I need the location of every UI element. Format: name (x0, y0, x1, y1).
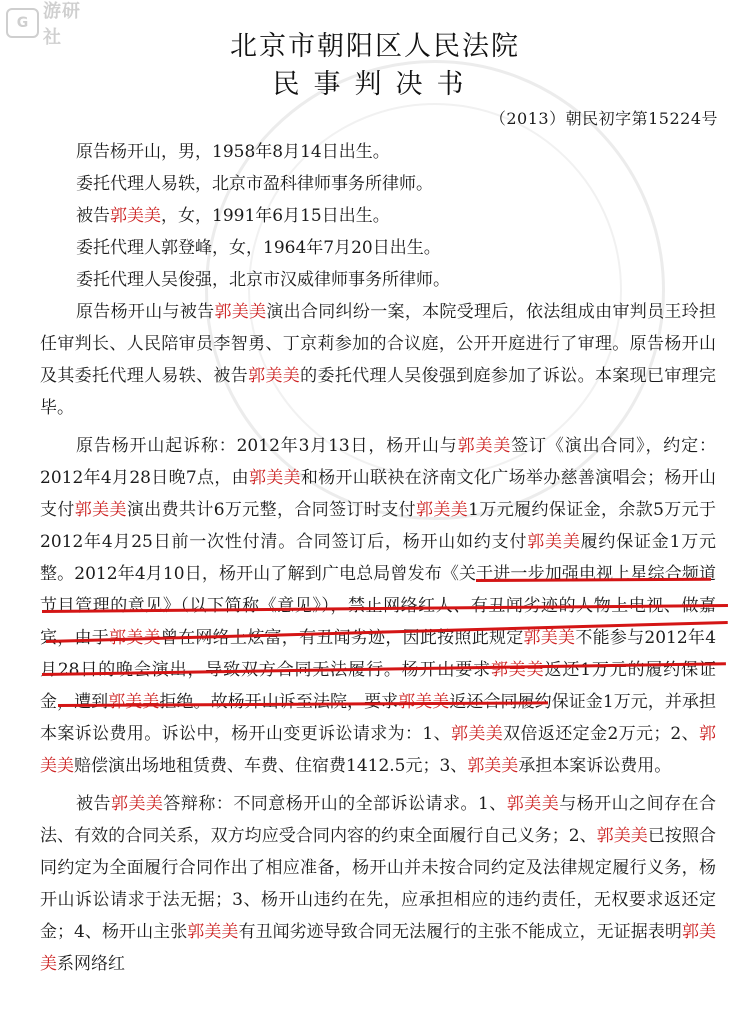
paragraph-text: 系网络红 (57, 954, 125, 974)
paragraph-text: 答辩称：不同意杨开山的全部诉讼请求。1、 (163, 794, 507, 814)
site-watermark-text: 游研社 (42, 1, 81, 48)
paragraph-text: 有丑闻劣迹导致合同无法履行的主张不能成立，无证据表明 (238, 922, 682, 942)
highlighted-name: 郭美美 (248, 366, 301, 386)
document-type: 民事判决书 (272, 69, 478, 100)
highlighted-name: 郭美美 (451, 724, 504, 744)
highlighted-name: 郭美美 (398, 692, 450, 712)
paragraph-text: 拒绝。故杨开山诉至法院，要求 (159, 692, 399, 712)
paragraph-text: 返还1万元的履约保证金，遭到 (40, 660, 716, 712)
paragraph-text: 被告 (76, 794, 111, 814)
highlighted-name: 郭美美 (527, 532, 581, 552)
paragraph-text: 曾在网络上炫富，有丑闻劣迹，因此按照此规定 (160, 628, 524, 648)
paragraph-text: 演出合同纠纷一案，本院受理后，依法组成由审判员王玲担任审判长、人民陪审员李智勇、丁京莉参加的合议庭，公开开庭进行了审理。原告杨开山及其委托代理人易轶、被告 (40, 302, 717, 386)
party-plaintiff: 原告杨开山，男，1958年8月14日出生。 (76, 142, 390, 162)
highlighted-name: 郭美美 (40, 922, 717, 974)
highlighted-name: 郭美美 (187, 922, 239, 942)
paragraph-text: 与杨开山之间存在合法、有效的合同关系，双方均应受合同内容的约束全面履行自己义务；2、 (40, 794, 717, 846)
paragraph-text: 承担本案诉讼费用。 (518, 756, 672, 776)
highlighted-name: 郭美美 (108, 692, 160, 712)
paragraph-text: 1万元履约保证金，余款5万元于2012年4月25日前一次性付清。合同签订后，杨开山如约支付 (40, 500, 717, 552)
highlighted-name: 郭美美 (506, 794, 560, 814)
paragraph-text: 演出费共计6万元整，合同签订时支付 (126, 500, 417, 520)
judgment-paragraph (40, 296, 716, 424)
paragraph-text: 已按照合同约定为全面履行合同作出了相应准备，杨开山并未按合同约定及法律规定履行义务，杨开山诉讼请求于法无据；3、杨开山违约在先，应承担相应的违约责任，无权要求返还定金；4、杨开山主张 (40, 826, 716, 942)
defendant-name: 郭美美 (110, 206, 161, 226)
highlighted-name: 郭美美 (457, 436, 512, 456)
party-defendant-agent-1: 委托代理人郭登峰，女，1964年7月20日出生。 (76, 238, 441, 258)
paragraph-text: 签订《演出合同》，约定：2012年4月28日晚7点，由 (40, 436, 716, 488)
party-plaintiff-agent: 委托代理人易轶，北京市盈科律师事务所律师。 (76, 174, 433, 194)
case-number: （2013）朝民初字第15224号 (489, 109, 718, 128)
party-defendant: 被告郭美美，女，1991年6月15日出生。 (76, 206, 390, 226)
judgment-paragraph (40, 788, 716, 980)
paragraph-text: 不能参与2012年4月28日的晚会演出，导致双方合同无法履行。杨开山要求 (40, 628, 717, 680)
highlighted-name: 郭美美 (109, 628, 161, 648)
party-list (76, 136, 450, 296)
highlighted-name: 郭美美 (416, 500, 469, 520)
highlighted-name: 郭美美 (490, 660, 545, 680)
paragraph-text: 原告杨开山起诉称：2012年3月13日，杨开山与 (76, 436, 458, 456)
highlighted-name: 郭美美 (596, 826, 648, 846)
highlighted-name: 郭美美 (74, 500, 127, 520)
highlighted-name: 郭美美 (40, 724, 716, 776)
paragraph-text: 的委托代理人吴俊强到庭参加了诉讼。本案现已审理完毕。 (40, 366, 717, 418)
paragraph-text: 赔偿演出场地租赁费、车费、住宿费1412.5元；3、 (74, 756, 468, 776)
highlighted-name: 郭美美 (214, 302, 267, 322)
highlighted-name: 郭美美 (248, 468, 301, 488)
highlighted-name: 郭美美 (467, 756, 519, 776)
paragraph-text: 和杨开山联袂在济南文化广场举办慈善演唱会；杨开山支付 (40, 468, 717, 520)
paragraph-text: 履约保证金1万元整。2012年4月10日，杨开山了解到广电总局曾发布《关于进一步加强电视上星综合频道节目管理的意见》（以下简称《意见》），禁止网络红人、有丑闻劣迹的人物上电视、做嘉宾，由于 (40, 532, 716, 648)
highlighted-name: 郭美美 (523, 628, 576, 648)
party-defendant-agent-2: 委托代理人吴俊强，北京市汉威律师事务所律师。 (76, 270, 450, 290)
highlighted-name: 郭美美 (110, 794, 164, 814)
gamepad-icon: G (6, 8, 39, 38)
paragraph-text: 双倍返还定金2万元；2、 (503, 724, 699, 744)
paragraph-text: 返还合同履约保证金1万元，并承担本案诉讼费用。诉讼中，杨开山变更诉讼请求为：1、 (40, 692, 717, 744)
paragraph-text: 原告杨开山与被告 (76, 302, 215, 322)
court-name: 北京市朝阳区人民法院 (230, 31, 520, 62)
judgment-body (40, 296, 716, 986)
